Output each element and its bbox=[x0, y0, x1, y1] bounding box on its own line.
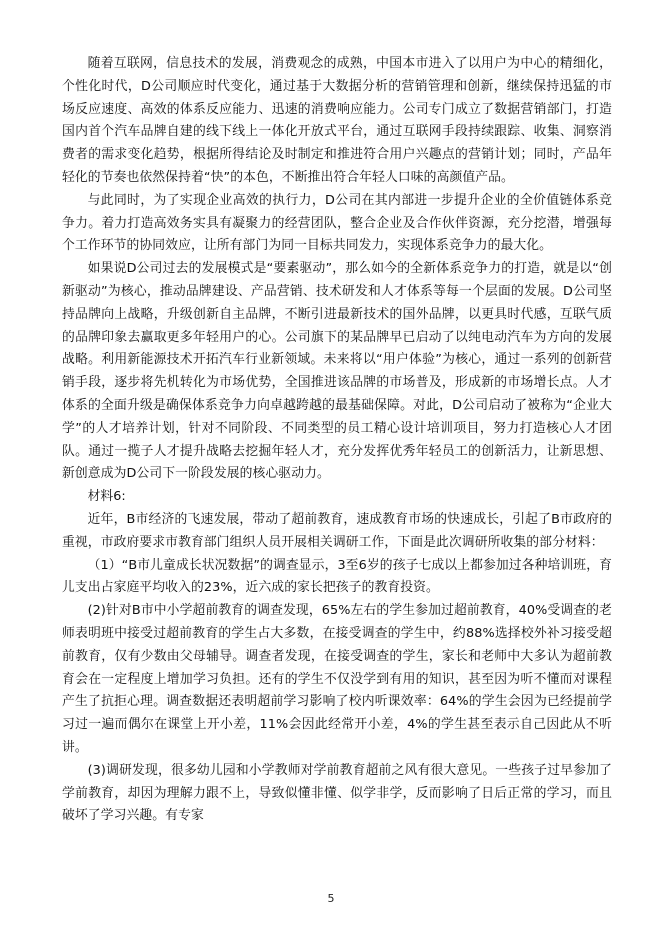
material-item-1: （1）“B市儿童成长状况数据”的调查显示，3至6岁的孩子七成以上都参加过各种培训班，育儿支出占家庭平均收入的23%，近六成的家长把孩子的教育投资。 bbox=[62, 557, 612, 596]
paragraph-internal-competitiveness: 与此同时，为了实现企业高效的执行力，D公司在其内部进一步提升企业的全价值链体系竞争力。着力打造高效务实具有凝聚力的经营团队，整合企业及合作伙伴资源，充分挖潜，增强每个工作环节的协同效应，让所有部门为同一目标共同发力，实现体系竞争力的最大化。 bbox=[62, 192, 612, 254]
material-item-3: (3)调研发现，很多幼儿园和小学教师对学前教育超前之风有很大意见。一些孩子过早参加了学前教育，却因为理解力跟不上，导致似懂非懂、似学非学，反而影响了日后正常的学习，而且破坏了学习兴趣。有专家 bbox=[62, 762, 612, 824]
paragraph-innovation-drive: 如果说D公司过去的发展模式是“要素驱动”，那么如今的全新体系竞争力的打造，就是以“创新驱动”为核心，推动品牌建设、产品营销、技术研发和人才体系等每一个层面的发展。D公司坚持品牌向上战略，升级创新自主品牌，不断引进最新技术的国外品牌，以更具时代感，互联气质的品牌印象去赢取更多年轻用户的心。公司旗下的某品牌早已启动了以纯电动汽车为方向的发展战略。利用新能源技术开拓汽车行业新领域。未来将以“用户体验”为核心，通过一系列的创新营销手段，逐步将先机转化为市场优势，全国推进该品牌的市场普及，形成新的市场增长点。人才体系的全面升级是确保体系竞争力向卓越跨越的最基础保障。对此，D公司启动了被称为“企业大学”的人才培养计划，针对不同阶段、不同类型的员工精心设计培训项目，努力打造核心人才团队。通过一揽子人才提升战略去挖掘年轻人才，充分发挥优秀年轻员工的创新活力，让新思想、新创意成为D公司下一阶段发展的核心驱动力。 bbox=[62, 261, 612, 482]
page-number: 5 bbox=[327, 892, 335, 905]
paragraph-market-strategy: 随着互联网，信息技术的发展，消费观念的成熟，中国本市进入了以用户为中心的精细化，个性化时代，D公司顺应时代变化，通过基于大数据分析的营销管理和创新，继续保持迅猛的市场反应速度、高效的体系反应能力、迅速的消费响应能力。公司专门成立了数据营销部门，打造国内首个汽车品牌自建的线下线上一体化开放式平台，通过互联网手段持续跟踪、收集、洞察消费者的需求变化趋势，根据所得结论及时制定和推进符合用户兴趣点的营销计划；同时，产品年轻化的节奏也依然保持着“快”的本色，不断推出符合年轻人口味的高颜值产品。 bbox=[62, 56, 612, 185]
material-intro: 近年，B市经济的飞速发展，带动了超前教育，速成教育市场的快速成长，引起了B市政府的重视，市政府要求市教育部门组织人员开展相关调研工作，下面是此次调研所收集的部分材料： bbox=[62, 511, 612, 550]
material-item-2: (2)针对B市中小学超前教育的调查发现，65%左右的学生参加过超前教育，40%受调查的老师表明班中接受过超前教育的学生占大多数，在接受调查的学生中，约88%选择校外补习接受超前教育，仅有少数由父母辅导。调查者发现，在接受调查的学生，家长和老师中大多认为超前教育会在一定程度上增加学习负担。还有的学生不仅没学到有用的知识，甚至因为听不懂而对课程产生了抗拒心理。调查数据还表明超前学习影响了校内听课效率：64%的学生会因为已经提前学习过一遍而偶尔在课堂上开小差，11%会因此经常开小差，4%的学生甚至表示自己因此从不听讲。 bbox=[62, 603, 612, 755]
material-label: 材料6: bbox=[87, 489, 126, 505]
